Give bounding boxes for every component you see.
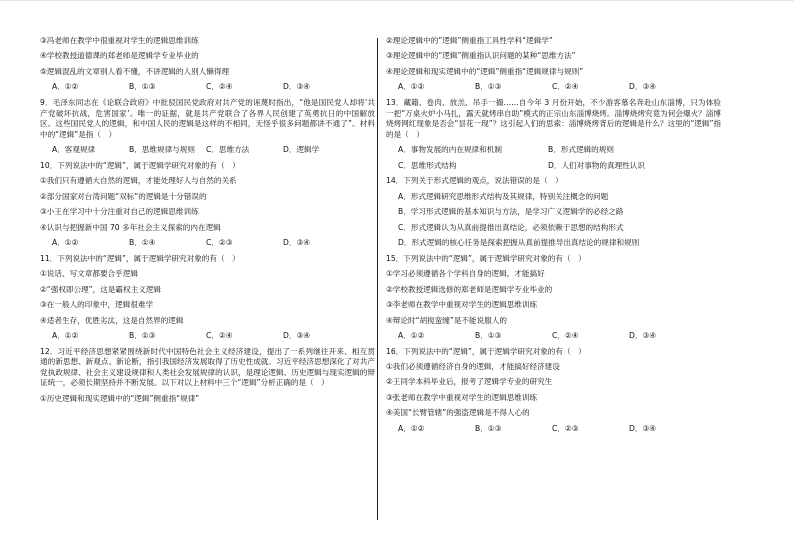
choice-c: C．②④ <box>206 82 233 92</box>
answer-choices <box>40 238 375 249</box>
question-12-stem: 12．习近平经济思想紧紧围绕新时代中国特色社会主义经济建设，提出了一系列继往开来、相互贯通的新思想、新观点、新论断，指引我国经济发展取得了历史性成就。习近平经济思想深化了对共产党执政规律、社会主义建设规律和人类社会发展规律的认识，是理论逻辑、历史逻辑与现实逻辑的辩证统一，必须长期坚持并不断发展。以下对以上材料中三个“逻辑”分析正确的是（ ） <box>40 346 375 388</box>
statement: ③理论逻辑中的“逻辑”侧重指认识问题的某种“思维方法” <box>386 51 576 61</box>
statement: ③小王在学习中十分注重对自己的逻辑思维训练 <box>40 207 199 217</box>
statement: ①学习必须遵循各个学科自身的逻辑，才能搞好 <box>386 269 545 279</box>
statement: ①历史逻辑和现实逻辑中的“逻辑”侧重指“规律” <box>40 393 200 403</box>
choice-a: A．①② <box>398 331 425 341</box>
statement: ③在一般人的印象中，逻辑很难学 <box>40 300 154 310</box>
answer-choices <box>386 331 721 342</box>
statement: ②理论逻辑中的“逻辑”侧重指工具性学科“逻辑学” <box>386 36 553 45</box>
choice-b: B．形式逻辑的规则 <box>548 145 614 155</box>
choice-b: B．①④ <box>129 238 156 248</box>
choice-a: A．①② <box>398 423 425 433</box>
option-c: C．形式逻辑认为从真前提推出真结论，必须依赖于思想的结构形式 <box>398 222 624 232</box>
choice-d: D．人们对事物的真理性认识 <box>548 160 645 170</box>
statement: ②王同学本科毕业后，报考了逻辑学专业的研究生 <box>386 377 553 387</box>
statement: ④理论逻辑和现实逻辑中的“逻辑”侧重指“逻辑规律与规则” <box>386 66 584 76</box>
statement: ④学校教授道德课的郑老师是逻辑学专业毕业的 <box>40 51 199 61</box>
statement: ②“强权即公理”，这是霸权主义逻辑 <box>40 284 161 294</box>
right-column <box>386 36 721 439</box>
choice-d: D．③④ <box>283 238 311 248</box>
choice-a: A．客观规律 <box>52 145 96 155</box>
question-16-stem: 16．下列说法中的“逻辑”，属于逻辑学研究对象的有（ ） <box>386 346 586 356</box>
answer-choices <box>40 82 375 93</box>
statement: ②部分国家对台湾问题“双标”的逻辑是十分错误的 <box>40 191 207 201</box>
choice-c: C．②③ <box>552 423 579 433</box>
choice-d: D．③④ <box>283 331 311 341</box>
choice-b: B．①③ <box>475 331 502 341</box>
statement: ①说话、写文章都要合乎逻辑 <box>40 269 138 279</box>
choice-c: C．②③ <box>206 238 233 248</box>
statement: ③冯老师在教学中很重视对学生的逻辑思维训练 <box>40 36 199 45</box>
question-13-stem: 13．藏籍、卷肉、放羔、吊手一撮……自今年 3 月份开始，不少游客慕名奔赴山东淄博，只为体验一把“万桌火炉小马扎，露天就烤串自助”模式的正宗山东淄博烧烤。淄博烧烤究竟为何会爆火？淄博烧烤网红现象是否会“昙花一现”？这引起人们的思索：淄博烧烤背后的逻辑是什么？这里的“逻辑”指的是（ ） <box>386 97 721 139</box>
option-d: D．形式逻辑的核心任务是探索把握从真前提推导出真结论的规律和规则 <box>398 238 640 248</box>
statement: ④辩论时“胡搅蛮缠”是不能说服人的 <box>386 315 507 325</box>
statement: ⑤逻辑混乱的文章别人看不懂，不讲逻辑的人别人懒得理 <box>40 66 230 76</box>
choice-a: A．①② <box>52 238 79 248</box>
choice-b: B．①③ <box>475 423 502 433</box>
statement: ④美国“长臂管辖”的强盗逻辑是不得人心的 <box>386 408 530 418</box>
statement: ①我们必须遵循经济自身的逻辑，才能搞好经济建设 <box>386 361 560 371</box>
choice-a: A．①② <box>52 82 79 92</box>
choice-d: D．③④ <box>283 82 311 92</box>
choice-b: B．①③ <box>129 82 156 92</box>
option-a: A．形式逻辑研究思维形式结构及其规律，特别关注概念的问题 <box>398 191 609 201</box>
answer-choices <box>40 145 375 156</box>
choice-c: C．②④ <box>552 82 579 92</box>
choice-d: D．③④ <box>629 423 657 433</box>
choice-b: B．①③ <box>475 82 502 92</box>
choice-d: D．逻辑学 <box>283 145 320 155</box>
question-14-stem: 14．下列关于形式逻辑的观点，说法错误的是（ ） <box>386 176 563 186</box>
answer-choices <box>386 82 721 93</box>
question-11-stem: 11．下列说法中的“逻辑”，属于逻辑学研究对象的有（ ） <box>40 253 240 263</box>
choice-c: C．②④ <box>206 331 233 341</box>
answer-choices <box>40 331 375 342</box>
answer-choices <box>386 424 721 435</box>
choice-c: C．②④ <box>552 331 579 341</box>
statement: ②学校教授逻辑选修的郑老师是逻辑学专业毕业的 <box>386 284 553 294</box>
choice-a: A．①② <box>398 82 425 92</box>
statement: ④认识与把握新中国 70 多年社会主义探索的内在逻辑 <box>40 222 221 232</box>
choice-b: B．思维规律与规则 <box>129 145 195 155</box>
answer-choices <box>386 145 721 156</box>
answer-choices <box>386 161 721 172</box>
option-b: B．学习形式逻辑的基本知识与方法，是学习广义逻辑学的必经之路 <box>398 207 624 217</box>
statement: ③李老师在教学中重视对学生的逻辑思维训练 <box>386 300 538 310</box>
choice-d: D．③④ <box>629 82 657 92</box>
choice-c: C．思维方法 <box>206 145 250 155</box>
column-divider <box>377 38 378 520</box>
question-10-stem: 10．下列说法中的“逻辑”，属于逻辑学研究对象的有（ ） <box>40 160 240 170</box>
statement: ①我们只有遵循大自然的逻辑，才能处理好人与自然的关系 <box>40 176 237 186</box>
statement: ③张老师在教学中重视对学生的逻辑思维训练 <box>386 392 538 402</box>
choice-a: A．事物发展的内在规律和机制 <box>398 145 502 155</box>
choice-b: B．①③ <box>129 331 156 341</box>
left-column <box>40 36 375 409</box>
question-15-stem: 15．下列说法中的“逻辑”，属于逻辑学研究对象的有（ ） <box>386 253 586 263</box>
choice-d: D．③④ <box>629 331 657 341</box>
choice-c: C．思维形式结构 <box>398 160 457 170</box>
choice-a: A．①② <box>52 331 79 341</box>
statement: ④适者生存，优胜劣汰，这是自然界的逻辑 <box>40 315 184 325</box>
question-9-stem: 9．毛泽东同志在《论联合政府》中批驳国民党政府对共产党的诬蔑时指出，“他是国民党人却将‘共产党破坏抗战，危害国家’。唯一的证据，就是共产党联合了各界人民创建了英勇抗日的中国解放区。这些国民党人的逻辑，和中国人民的逻辑是这样的不相同，无怪乎很多问题都讲不通了”。材料中的“逻辑”是指（ ） <box>40 97 375 139</box>
